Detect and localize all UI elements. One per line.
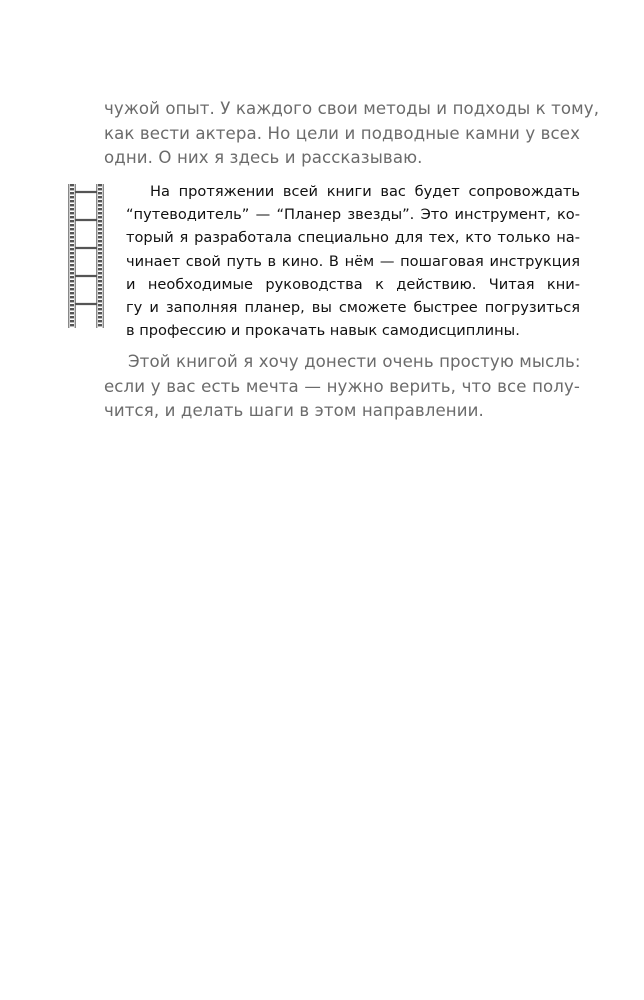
film-perforation xyxy=(70,204,74,206)
film-perforation xyxy=(98,248,102,250)
film-perforation xyxy=(70,252,74,254)
film-perforation xyxy=(70,324,74,326)
film-perforation xyxy=(98,272,102,274)
film-perforation xyxy=(98,292,102,294)
text-line: если у вас есть мечта — нужно верить, что все полу- xyxy=(104,376,580,396)
film-perforation xyxy=(70,232,74,234)
film-perforation xyxy=(98,204,102,206)
film-perforation xyxy=(98,216,102,218)
film-perforation xyxy=(70,212,74,214)
film-perforation xyxy=(70,196,74,198)
film-perforation xyxy=(98,276,102,278)
film-perforation xyxy=(70,248,74,250)
film-perforation xyxy=(70,300,74,302)
film-perforation xyxy=(98,280,102,282)
text-line: чинает свой путь в кино. В нём — пошаговая инструкция xyxy=(126,252,580,270)
film-perforation xyxy=(70,304,74,306)
film-perforation xyxy=(98,308,102,310)
film-perforation xyxy=(98,300,102,302)
film-perforation xyxy=(70,192,74,194)
film-perforation xyxy=(70,216,74,218)
film-perforation xyxy=(98,228,102,230)
intro-paragraph xyxy=(104,97,600,171)
film-perforation xyxy=(98,256,102,258)
film-perforation xyxy=(98,240,102,242)
film-perforation xyxy=(70,200,74,202)
film-perforation xyxy=(70,240,74,242)
film-strip-icon xyxy=(68,184,104,328)
film-perforation xyxy=(70,276,74,278)
film-perforation xyxy=(98,320,102,322)
film-perforation xyxy=(70,316,74,318)
film-perforation xyxy=(98,288,102,290)
text-line: На протяжении всей книги вас будет сопровождать xyxy=(150,183,580,200)
film-perforation xyxy=(70,260,74,262)
text-line: чужой опыт. У каждого свои методы и подходы к тому, xyxy=(104,99,600,118)
film-perforation xyxy=(70,244,74,246)
film-perforation xyxy=(98,236,102,238)
film-perforation xyxy=(70,292,74,294)
film-perforation xyxy=(70,220,74,222)
text-line: одни. О них я здесь и рассказываю. xyxy=(104,148,423,167)
film-perforation xyxy=(70,268,74,270)
text-line: Этой книгой я хочу донести очень простую мысль: xyxy=(128,352,581,371)
film-perforation xyxy=(98,224,102,226)
film-perforation xyxy=(98,232,102,234)
film-perforation xyxy=(98,208,102,210)
film-perforation xyxy=(98,188,102,190)
film-perforation xyxy=(70,284,74,286)
film-perforation xyxy=(98,212,102,214)
text-line: гу и заполняя планер, вы сможете быстрее погрузиться xyxy=(126,299,580,317)
text-line: в профессию и прокачать навык самодисциплины. xyxy=(126,322,520,340)
film-perforation xyxy=(70,308,74,310)
film-perforation xyxy=(70,320,74,322)
film-perforation xyxy=(70,280,74,282)
film-perforation xyxy=(70,288,74,290)
film-perforation xyxy=(70,256,74,258)
film-perforation xyxy=(98,296,102,298)
film-perforation xyxy=(98,268,102,270)
film-perforation xyxy=(98,304,102,306)
film-perforation xyxy=(70,184,74,186)
film-perforation xyxy=(70,312,74,314)
film-perforation xyxy=(70,228,74,230)
film-perforation xyxy=(98,252,102,254)
film-perforation xyxy=(98,196,102,198)
film-perforation xyxy=(98,184,102,186)
text-line: и необходимые руководства к действию. Читая кни- xyxy=(126,275,580,293)
closing-paragraph xyxy=(104,350,580,424)
film-perforation xyxy=(98,316,102,318)
film-perforation xyxy=(98,200,102,202)
planner-callout xyxy=(126,180,580,342)
text-line: чится, и делать шаги в этом направлении. xyxy=(104,401,484,420)
film-perforation xyxy=(70,296,74,298)
film-perforation xyxy=(98,260,102,262)
film-perforation xyxy=(70,224,74,226)
film-perforation xyxy=(98,284,102,286)
film-perforation xyxy=(98,324,102,326)
film-perforation xyxy=(98,264,102,266)
film-perforation xyxy=(70,188,74,190)
film-perforation xyxy=(98,312,102,314)
film-perforation xyxy=(70,208,74,210)
text-line: торый я разработала специально для тех, кто только на- xyxy=(126,229,580,247)
film-perforation xyxy=(98,192,102,194)
film-perforation xyxy=(98,220,102,222)
text-line: как вести актера. Но цели и подводные камни у всех xyxy=(104,123,580,143)
text-line: “путеводитель” — “Планер звезды”. Это инструмент, ко- xyxy=(126,206,580,224)
film-perforation xyxy=(70,236,74,238)
film-perforation xyxy=(98,244,102,246)
film-perforation xyxy=(70,264,74,266)
film-perforation xyxy=(70,272,74,274)
